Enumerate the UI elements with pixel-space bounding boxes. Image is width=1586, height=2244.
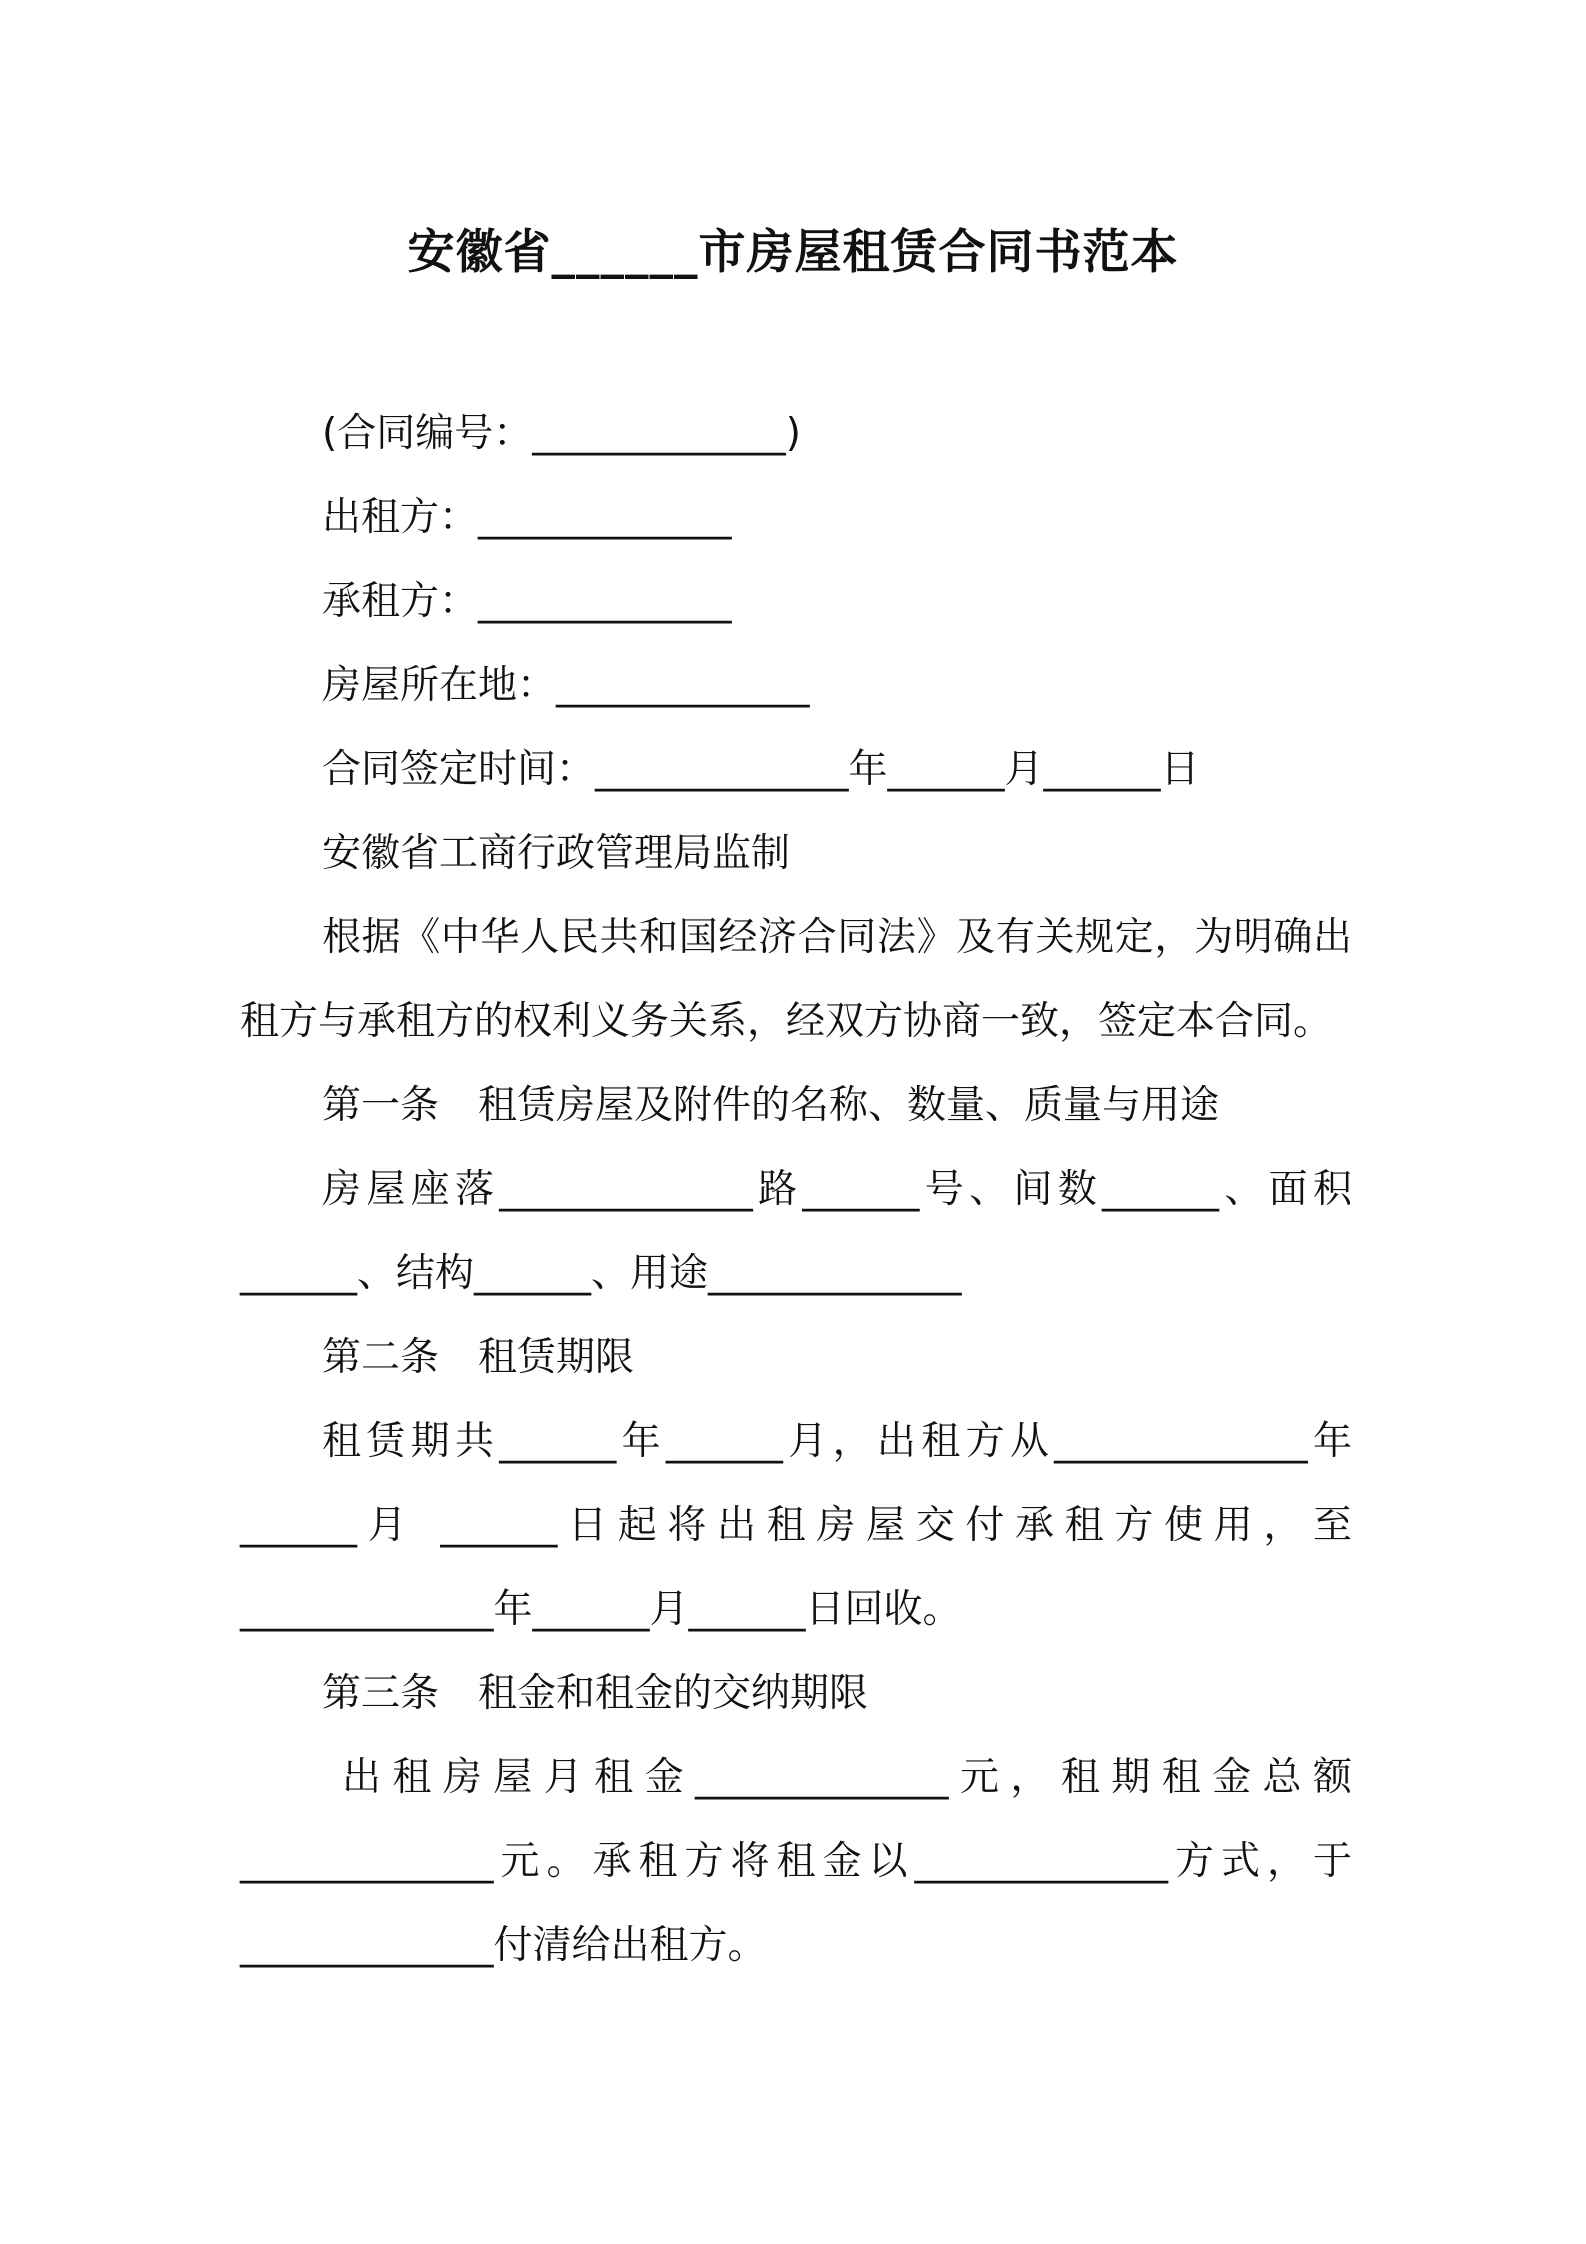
article-2-heading: 第二条 租赁期限	[322, 1335, 635, 1380]
article-2-line-1: 租赁期共______年______月，出租方从_____________年	[322, 1419, 1352, 1464]
article-3-line-1: 出租房屋月租金_____________元，租期租金总额	[342, 1755, 1352, 1800]
signing-date-line: 合同签定时间：_____________年______月______日	[322, 747, 1200, 792]
article-1-line-1: 房屋座落_____________路______号、间数______、面积	[322, 1167, 1352, 1212]
contract-number-line: (合同编号：_____________)	[322, 411, 801, 456]
article-1-line-2: ______、结构______、用途_____________	[240, 1251, 962, 1296]
article-3-line-2: _____________元。承租方将租金以_____________方式，于	[240, 1839, 1352, 1884]
supervisor-line: 安徽省工商行政管理局监制	[322, 831, 791, 876]
preamble-line-2: 租方与承租方的权利义务关系，经双方协商一致，签定本合同。	[240, 999, 1333, 1044]
document-title: 安徽省______市房屋租赁合同书范本	[407, 225, 1179, 280]
article-3-heading: 第三条 租金和租金的交纳期限	[322, 1671, 869, 1716]
article-2-line-2: ______月 ______日起将出租房屋交付承租方使用，至	[240, 1503, 1352, 1548]
article-3-line-3: _____________付清给出租方。	[240, 1923, 767, 1968]
preamble-line-1: 根据《中华人民共和国经济合同法》及有关规定，为明确出	[322, 915, 1352, 960]
property-location-line: 房屋所在地：_____________	[322, 663, 810, 708]
lessee-line: 承租方：_____________	[322, 579, 732, 624]
article-2-line-3: _____________年______月______日回收。	[240, 1587, 962, 1632]
lessor-line: 出租方：_____________	[322, 495, 732, 540]
article-1-heading: 第一条 租赁房屋及附件的名称、数量、质量与用途	[322, 1083, 1220, 1128]
